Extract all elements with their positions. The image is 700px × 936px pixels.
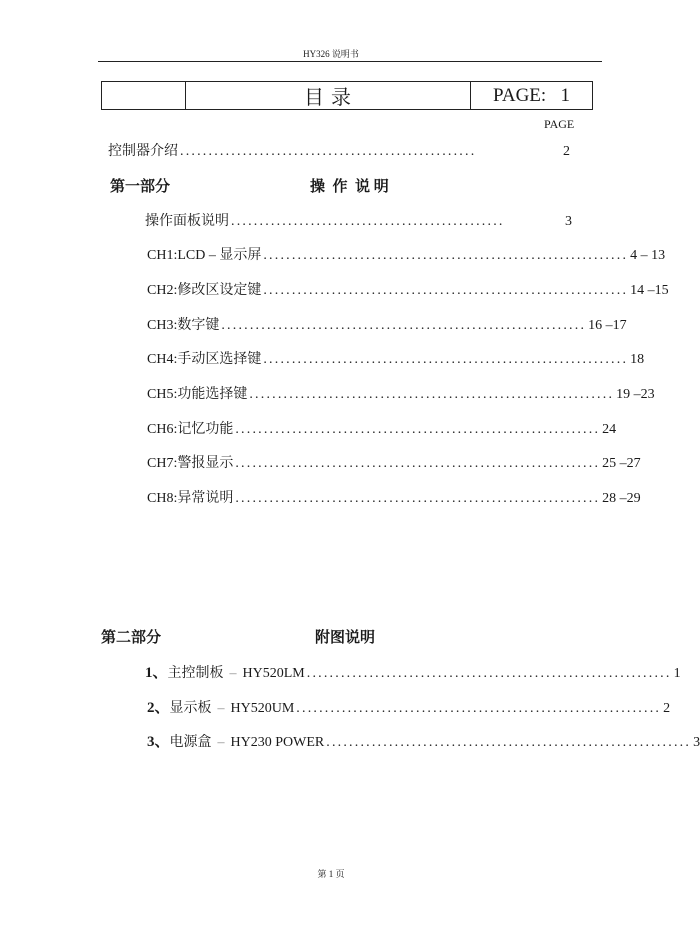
toc-entry-label: 功能选择键 [177,387,248,402]
toc-entry-label: 操作面板说明 [145,214,229,229]
toc-entry-label: 电源盒 [169,735,212,750]
toc-entry-label: 警报显示 [177,456,234,471]
part1-heading: 第一部分 [110,179,171,195]
toc-entry-ch6 [147,418,617,438]
leader-dots: ................................................................ [263,352,629,367]
model-name: HY520LM [242,666,305,681]
chapter-code: CH8: [147,491,178,506]
toc-entry-ch8 [147,487,641,507]
dash-separator: – [217,735,225,750]
toc-entry-label: 主控制板 [167,666,224,681]
header-rule [98,61,602,62]
toc-entry-page: 19 –23 [616,387,655,402]
toc-entry-fig3 [147,730,700,751]
toc-entry-page: 16 –17 [588,318,627,333]
toc-entry-page: 3 [693,735,700,750]
part2-subtitle: 附图说明 [315,630,376,646]
leader-dots: ................................................................ [296,701,662,716]
page-number-label: PAGE: 1 [493,84,570,106]
toc-entry-ch5 [147,383,655,403]
toc-entry-panel [145,210,572,230]
toc-entry-label: 数字键 [177,318,220,333]
chapter-code: CH1: [147,248,178,263]
toc-title: 目 录 [186,82,471,109]
leader-dots: ................................................................ [263,283,629,298]
toc-entry-page: 28 –29 [602,491,641,506]
title-table-empty-cell [102,82,186,109]
leader-dots: ................................................................ [306,666,672,681]
toc-entry-ch3 [147,314,627,334]
toc-entry-label: 显示板 [169,701,212,716]
dash-separator: – [229,666,237,681]
toc-entry-ch7 [147,452,641,472]
toc-entry-label: 异常说明 [177,491,234,506]
model-name: HY520UM [230,701,295,716]
part2-heading: 第二部分 [101,630,162,646]
title-table [101,81,593,110]
toc-entry-label: 控制器介绍 [108,144,178,159]
toc-entry-ch2 [147,279,669,299]
toc-entry-ch1 [147,244,666,264]
leader-dots: ................................................................ [263,248,629,263]
toc-entry-page: 4 – 13 [630,248,666,263]
toc-entry-page: 18 [630,352,645,367]
toc-entry-label: 手动区选择键 [177,352,262,367]
model-name: HY230 POWER [230,735,325,750]
chapter-code: CH2: [147,283,178,298]
leader-dots: ................................................................ [235,456,601,471]
toc-entry-label: 记忆功能 [177,422,234,437]
page-header: HY326 说明书 [303,49,359,59]
toc-entry-ch4 [147,348,645,368]
toc-entry-page: 24 [602,422,617,437]
page-footer: 第 1 页 [317,869,345,879]
leader-dots: ................................................................ [221,318,587,333]
page-column-label: PAGE [544,117,575,131]
toc-entry-label: LCD – 显示屏 [177,248,262,263]
chapter-code: CH5: [147,387,178,402]
part1-subtitle: 操 作 说 明 [310,179,389,195]
dash-separator: – [217,701,225,716]
toc-entry-page: 14 –15 [630,283,669,298]
leader-dots: ................................................................ [249,387,615,402]
chapter-code: CH3: [147,318,178,333]
chapter-code: CH7: [147,456,178,471]
toc-entry-fig1 [145,661,681,682]
toc-entry-page: 25 –27 [602,456,641,471]
toc-entry-page: 2 [563,144,570,159]
chapter-code: CH6: [147,422,178,437]
item-number: 3、 [147,734,170,750]
leader-dots: ................................................ [231,214,505,229]
toc-entry-page: 3 [565,214,572,229]
leader-dots: .................................................... [180,144,477,159]
leader-dots: ................................................................ [235,422,601,437]
item-number: 1、 [145,665,168,681]
toc-entry-fig2 [147,696,671,717]
item-number: 2、 [147,700,170,716]
toc-entry-label: 修改区设定键 [177,283,262,298]
toc-entry-page: 2 [663,701,671,716]
leader-dots: ................................................................ [326,735,692,750]
toc-entry-intro [108,140,570,160]
chapter-code: CH4: [147,352,178,367]
leader-dots: ................................................................ [235,491,601,506]
toc-entry-page: 1 [673,666,681,681]
